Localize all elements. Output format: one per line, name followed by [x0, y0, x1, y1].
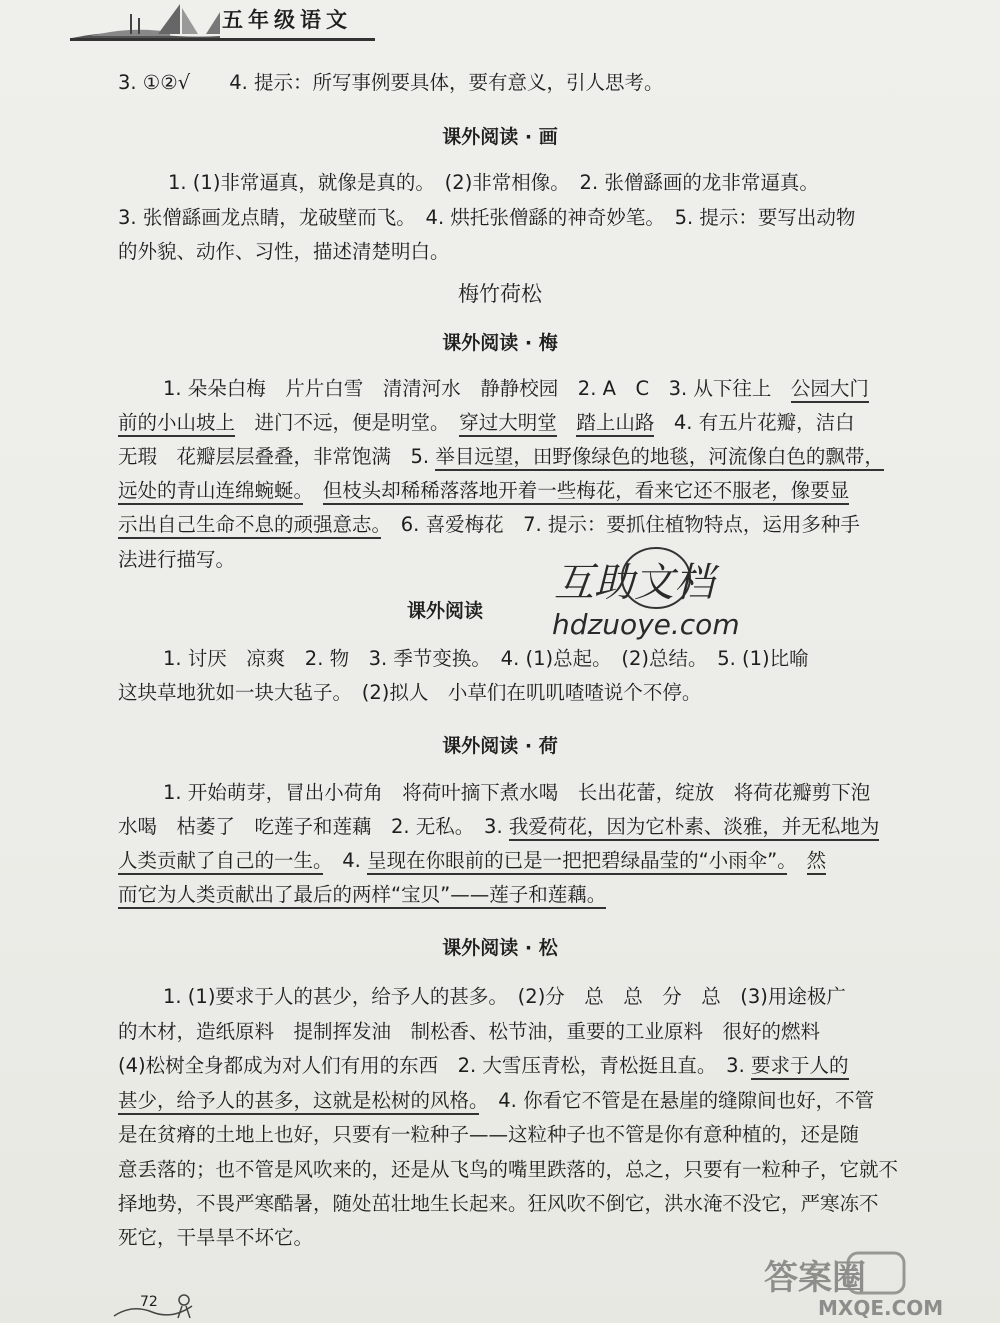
he-underline: 然 [807, 849, 827, 875]
mei-line-2 [118, 408, 928, 438]
mei-line-1 [163, 374, 928, 404]
song-text: 4. 你看它不管是在悬崖的缝隙间也好，不管 [478, 1089, 875, 1112]
he-underline: 我爱荷花，因为它朴素、淡雅，并无私地为 [509, 815, 880, 841]
he-line-1: 1. 开始萌芽，冒出小荷角 将荷叶摘下煮水喝 长出花蕾，绽放 将荷花瓣剪下泡 [163, 781, 871, 804]
song-line-3 [118, 1051, 928, 1081]
he-line-4 [118, 880, 928, 910]
mei-underline: 踏上山路 [576, 411, 654, 437]
he-underline: 呈现在你眼前的已是一把把碧绿晶莹的“小雨伞”。 [367, 849, 787, 875]
mei-text [303, 479, 323, 502]
page-header [70, 0, 375, 44]
header-divider [70, 38, 375, 41]
song-line-2: 的木材，造纸原料 提制挥发油 制松香、松节油，重要的工业原料 很好的燃料 [118, 1020, 821, 1043]
hua-line-1: 1. (1)非常逼真，就像是真的。 (2)非常相像。 2. 张僧繇画的龙非常逼真。 [168, 171, 819, 194]
intro-line: 3. ①②√ 4. 提示：所写事例要具体，要有意义，引人思考。 [118, 71, 664, 94]
stamp-text-1: 互助文档 [554, 560, 714, 606]
mei-text: 1. 朵朵白梅 片片白雪 清清河水 静静校园 2. A C 3. 从下往上 [163, 377, 791, 400]
unit-title: 梅竹荷松 [458, 282, 542, 306]
he-underline: 而它为人类贡献出了最后的两样“宝贝”——莲子和莲藕。 [118, 883, 606, 909]
mei-underline: 但枝头却稀稀落落地开着一些梅花，看来它还不服老，像要显 [323, 479, 850, 505]
zhu-line-1: 1. 讨厌 凉爽 2. 物 3. 季节变换。 4. (1)总起。 (2)总结。 5. (1)比喻 [163, 647, 809, 670]
section-heading-hua: 课外阅读 · 画 [442, 126, 558, 148]
watermark-text-1: 答案圈 [764, 1258, 866, 1298]
mei-underline: 穿过大明堂 [459, 411, 557, 437]
mei-text: 进门不远，便是明堂。 [235, 411, 460, 434]
section-heading-song: 课外阅读 · 松 [442, 937, 558, 959]
mei-underline: 公园大门 [791, 377, 869, 403]
site-watermark [744, 1249, 994, 1319]
song-line-4 [118, 1086, 928, 1116]
mei-text: 无瑕 花瓣层层叠叠，非常饱满 5. [118, 445, 436, 468]
mei-text [557, 411, 577, 434]
mei-line-4 [118, 476, 928, 506]
song-text: (4)松树全身都成为对人们有用的东西 2. 大雪压青松，青松挺且直。 3. [118, 1054, 751, 1077]
watermark-text-2: MXQE.COM [818, 1296, 944, 1319]
he-underline: 人类贡献了自己的一生。 [118, 849, 323, 875]
mei-line-3 [118, 442, 928, 472]
he-text: 4. [322, 849, 368, 872]
song-line-7: 择地势，不畏严寒酷暑，随处茁壮地生长起来。狂风吹不倒它，洪水淹不没它，严寒冻不 [118, 1192, 879, 1215]
song-line-1: 1. (1)要求于人的甚少，给予人的甚多。 (2)分 总 总 分 总 (3)用途极广 [163, 985, 846, 1008]
mei-underline: 示出自己生命不息的顽强意志。 [118, 513, 381, 539]
song-line-5: 是在贫瘠的土地上也好，只要有一粒种子——这粒种子也不管是你有意种植的，还是随 [118, 1123, 860, 1146]
he-line-2 [118, 812, 928, 842]
he-text [787, 849, 807, 872]
he-text: 水喝 枯萎了 吃莲子和莲藕 2. 无私。 3. [118, 815, 509, 838]
song-underline: 要求于人的 [751, 1054, 849, 1080]
zhu-line-2: 这块草地犹如一块大毡子。 (2)拟人 小草们在叽叽喳喳说个不停。 [118, 681, 702, 704]
hua-line-3: 的外貌、动作、习性，描述清楚明白。 [118, 240, 450, 263]
song-line-8: 死它，干旱旱不坏它。 [118, 1226, 314, 1249]
stamp-text-2: hdzuoye.com [552, 608, 740, 641]
song-underline: 甚少，给予人的甚多，这就是松树的风格。 [118, 1089, 479, 1115]
header-title: 五年级语文 [222, 7, 352, 32]
mei-underline: 举目远望，田野像绿色的地毯，河流像白色的飘带， [435, 445, 884, 471]
mei-line-6: 法进行描写。 [118, 548, 236, 571]
mei-line-5 [118, 510, 928, 540]
hua-line-2: 3. 张僧繇画龙点睛，龙破壁而飞。 4. 烘托张僧繇的神奇妙笔。 5. 提示：要写出动物 [118, 206, 856, 229]
mei-underline: 远处的青山连绵蜿蜒。 [118, 479, 303, 505]
section-heading-zhu: 课外阅读 [406, 600, 483, 622]
page-number: 72 [140, 1294, 158, 1310]
he-line-3 [118, 846, 928, 876]
mei-underline: 前的小山坡上 [118, 411, 235, 437]
song-line-6: 意丢落的；也不管是风吹来的，还是从飞鸟的嘴里跌落的，总之，只要有一粒种子，它就不 [118, 1158, 899, 1181]
mei-text: 4. 有五片花瓣，洁白 [654, 411, 855, 434]
section-heading-mei: 课外阅读 · 梅 [442, 332, 558, 354]
mei-text: 6. 喜爱梅花 7. 提示：要抓住植物特点，运用多种手 [381, 513, 860, 536]
section-heading-he: 课外阅读 · 荷 [442, 735, 558, 757]
